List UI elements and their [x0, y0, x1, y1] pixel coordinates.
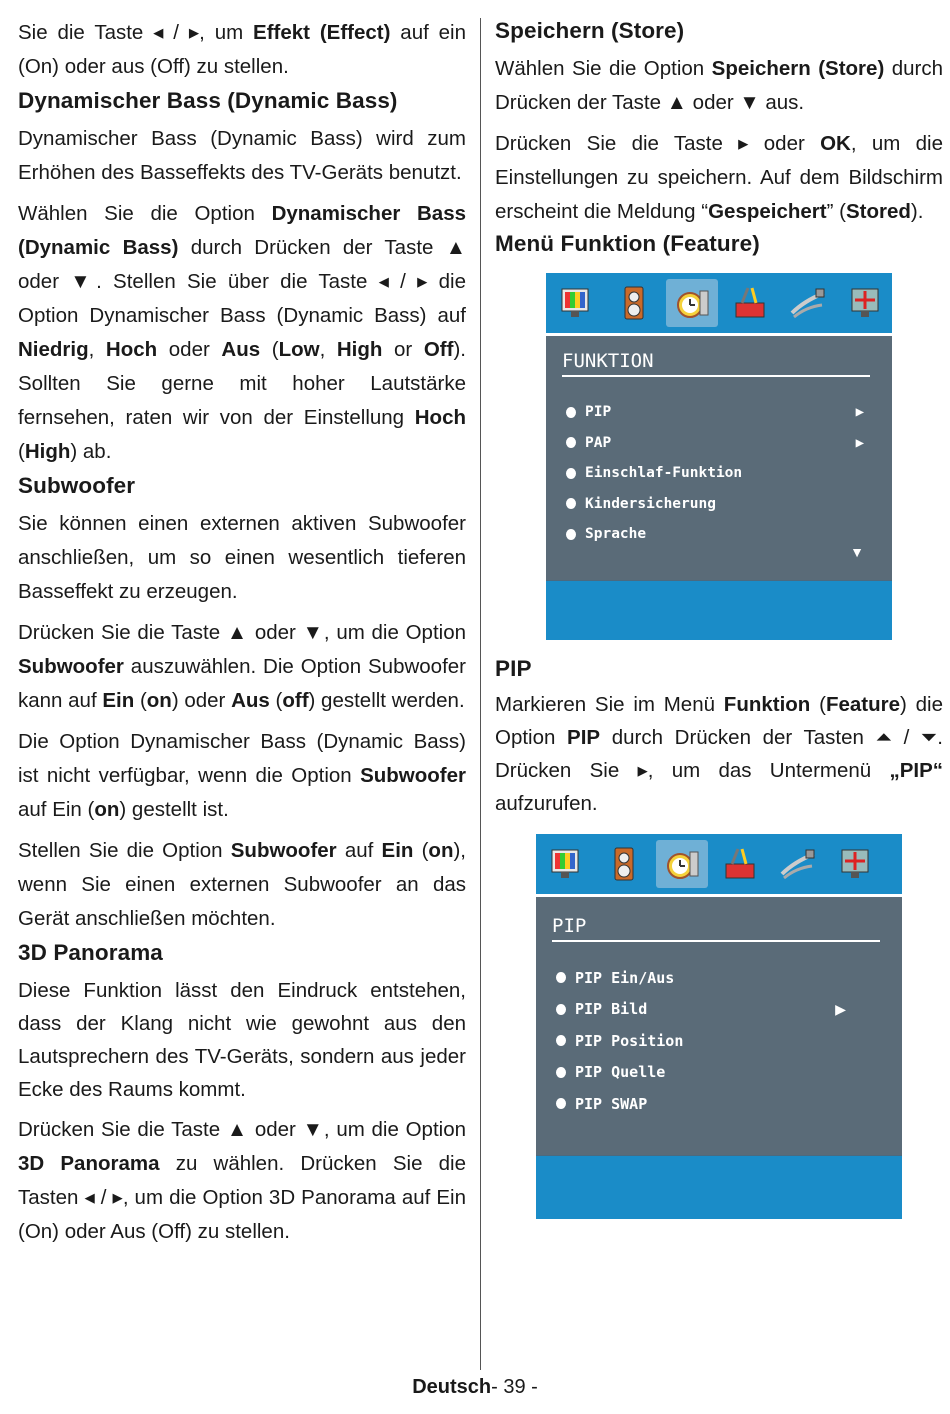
speaker-icon — [608, 279, 660, 327]
heading-3d-panorama: 3D Panorama — [18, 940, 163, 965]
page-number: - 39 - — [491, 1376, 538, 1398]
paragraph-3d-1: Diese Funktion lässt den Eindruck entstehen, dass der Klang nicht wie gewohnt aus den Lautsprechern des TV-Geräts, sondern aus jeder Ecke des Raums kommt. — [18, 979, 466, 1101]
heading-subwoofer: Subwoofer — [18, 473, 136, 498]
paragraph-dynbass-1: Dynamischer Bass (Dynamic Bass) wird zum Erhöhen des Basseffekts des TV-Geräts benutzt. — [18, 127, 466, 184]
menu-item-pip-source[interactable]: PIP Quelle — [552, 1057, 880, 1089]
menu-item-language[interactable]: Sprache — [562, 519, 870, 550]
bullet-icon — [566, 529, 576, 540]
bullet-icon — [556, 1004, 566, 1015]
right-column — [495, 16, 943, 1219]
paragraph-dynbass-2: Wählen Sie die Option Dynamischer Bass (Dynamic Bass) durch Drücken der Taste ▲ oder ▼. Stellen Sie über die Taste ◂ / ▸ die Option Dynamischer Bass (Dynamic Bass) auf Niedrig, Hoch oder Aus (Low, High or Off). Sollten Sie gerne mit hoher Lautstärke fernsehen, raten wir von der Einstellung Hoch (High) ab. — [18, 202, 467, 463]
paragraph-sub-3: Die Option Dynamischer Bass (Dynamic Bass) ist nicht verfügbar, wenn die Option Subwoofer auf Ein (on) gestellt ist. — [18, 730, 466, 821]
menu-item-pip-on-off[interactable]: PIP Ein/Aus — [552, 962, 880, 994]
bullet-icon — [566, 407, 576, 418]
intro-paragraph: Sie die Taste ◂ / ▸, um Effekt (Effect) auf ein (On) oder aus (Off) zu stellen. — [18, 21, 467, 78]
menu-icon-bar — [546, 273, 892, 333]
cable-icon — [772, 840, 824, 888]
menu-item-child-lock[interactable]: Kindersicherung — [562, 489, 870, 520]
menu-footer-bar — [536, 1155, 902, 1219]
menu-title: PIP — [552, 915, 880, 942]
heading-store: Speichern (Store) — [495, 18, 685, 43]
paragraph-3d-2: Drücken Sie die Taste ▲ oder ▼, um die Option 3D Panorama zu wählen. Drücken Sie die Tasten ◂ / ▸, um die Option 3D Panorama auf Ein (On) oder Aus (Off) zu stellen. — [18, 1118, 467, 1243]
left-column — [18, 16, 466, 1256]
menu-item-pap[interactable]: PAP ▶ — [562, 428, 870, 459]
menu-panel — [546, 336, 892, 580]
column-divider — [480, 18, 481, 1370]
feature-menu-screenshot — [546, 273, 892, 640]
bullet-icon — [556, 972, 566, 983]
menu-title: FUNKTION — [562, 350, 870, 377]
bullet-icon — [556, 1035, 566, 1046]
bullet-icon — [566, 498, 576, 509]
tools-icon — [714, 840, 766, 888]
tools-icon — [724, 279, 776, 327]
tv-picture-icon — [550, 279, 602, 327]
menu-item-pip-swap[interactable]: PIP SWAP — [552, 1088, 880, 1120]
pip-menu-screenshot — [536, 834, 902, 1219]
bullet-icon — [566, 437, 576, 448]
menu-item-pip[interactable]: PIP ▶ — [562, 397, 870, 428]
arrow-right-icon: ▶ — [855, 404, 864, 421]
tv-picture-icon — [540, 840, 592, 888]
paragraph-pip: Markieren Sie im Menü Funktion (Feature) die Option PIP durch Drücken der Tasten ⏶ / ⏷. Drücken Sie ▸, um das Untermenü „PIP“ aufzurufen. — [495, 693, 943, 815]
paragraph-sub-1: Sie können einen externen aktiven Subwoofer anschließen, um so einen wesentlich tieferen Basseffekt zu erzeugen. — [18, 512, 466, 603]
clock-icon — [656, 840, 708, 888]
menu-item-pip-position[interactable]: PIP Position — [552, 1025, 880, 1057]
menu-item-pip-picture[interactable]: PIP Bild ▶ — [552, 994, 880, 1026]
bullet-icon — [556, 1067, 566, 1078]
arrow-right-icon: ▶ — [835, 998, 846, 1020]
menu-panel — [536, 897, 902, 1155]
menu-item-sleep-timer[interactable]: Einschlaf-Funktion — [562, 458, 870, 489]
heading-dynamic-bass: Dynamischer Bass (Dynamic Bass) — [18, 88, 398, 113]
clock-icon — [666, 279, 718, 327]
bullet-icon — [566, 468, 576, 479]
settings-icon — [830, 840, 882, 888]
footer-language: Deutsch — [412, 1376, 492, 1398]
menu-footer-bar — [546, 580, 892, 640]
arrow-right-icon: ▶ — [855, 434, 864, 451]
paragraph-sub-4: Stellen Sie die Option Subwoofer auf Ein (on), wenn Sie einen externen Subwoofer an das Gerät anschließen möchten. — [18, 839, 466, 930]
settings-icon — [840, 279, 892, 327]
heading-feature-menu: Menü Funktion (Feature) — [495, 231, 760, 256]
cable-icon — [782, 279, 834, 327]
paragraph-store-2: Drücken Sie die Taste ▸ oder OK, um die Einstellungen zu speichern. Auf dem Bildschirm erscheint die Meldung “Gespeichert” (Stored). — [495, 132, 943, 223]
paragraph-store-1: Wählen Sie die Option Speichern (Store) durch Drücken der Taste ▲ oder ▼ aus. — [495, 57, 943, 114]
bullet-icon — [556, 1098, 566, 1109]
paragraph-sub-2: Drücken Sie die Taste ▲ oder ▼, um die Option Subwoofer auszuwählen. Die Option Subwoofer kann auf Ein (on) oder Aus (off) gestellt werden. — [18, 621, 466, 712]
scroll-down-icon[interactable]: ▼ — [850, 544, 864, 560]
menu-icon-bar — [536, 834, 902, 894]
heading-pip: PIP — [495, 656, 532, 681]
page-footer — [0, 1376, 950, 1399]
speaker-icon — [598, 840, 650, 888]
